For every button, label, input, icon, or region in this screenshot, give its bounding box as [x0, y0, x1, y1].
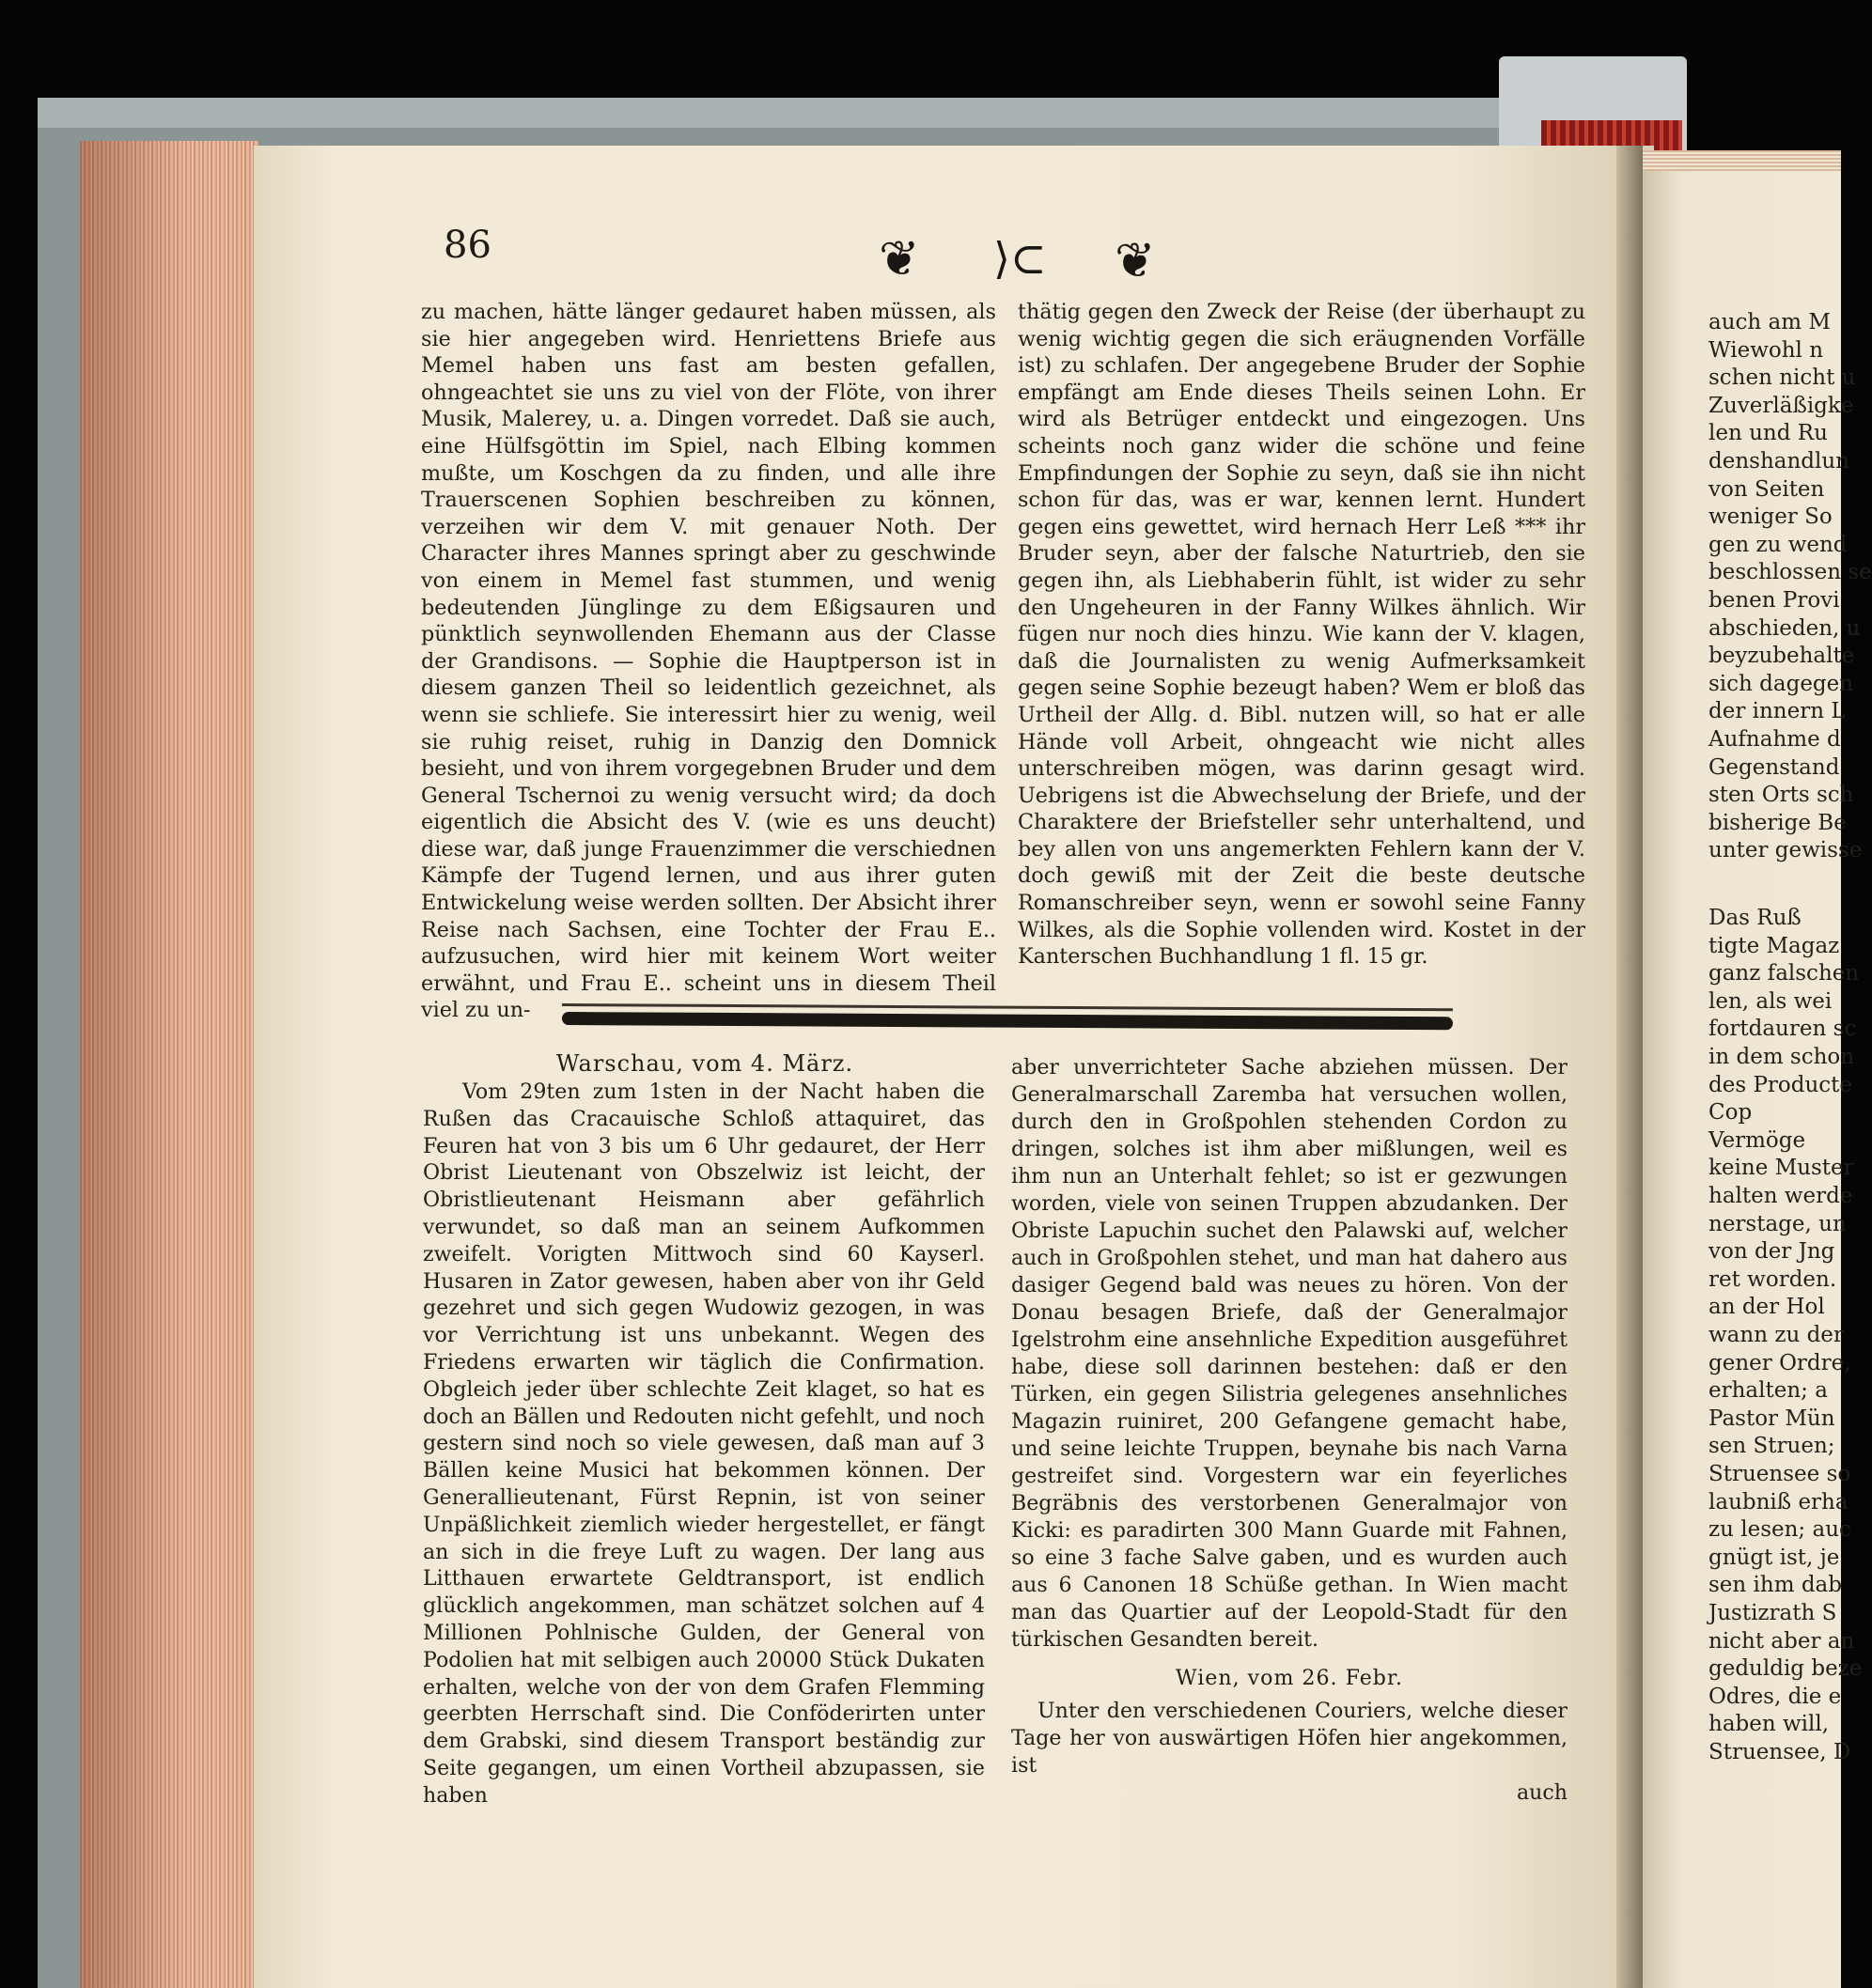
right-page-line: von der Jng [1708, 1239, 1835, 1265]
book-gutter [1616, 146, 1643, 1988]
right-page-line: ganz falschen [1708, 961, 1860, 986]
right-page-line: beyzubehalte [1708, 644, 1855, 669]
ornament-right-icon: ❦ [1115, 233, 1156, 289]
right-page-line: Odres, die e [1708, 1684, 1842, 1709]
right-page-line: in dem schon [1708, 1045, 1855, 1069]
page-edges-shadow [80, 141, 258, 1988]
right-page-line: ret worden. [1708, 1266, 1837, 1292]
page-number: 86 [444, 224, 491, 267]
right-page-line: auch am M [1708, 310, 1831, 334]
news-text-vienna: Unter den verschiedenen Couriers, welche dieser Tage her von auswärtigen Höfen hier angekommen, ist [1011, 1699, 1568, 1778]
right-page-line: Zuverläßigke [1708, 393, 1854, 418]
right-page-line: Gegenstand [1708, 754, 1840, 780]
news-column-left [423, 1079, 985, 1808]
right-page-line: nicht aber an [1708, 1628, 1855, 1654]
right-page-line: schen nicht u [1708, 365, 1856, 391]
right-page-line: von Seiten [1708, 476, 1825, 502]
right-page-line: laubniß erha [1708, 1489, 1849, 1514]
review-column-left [421, 299, 996, 1023]
news-column-right [1011, 1054, 1568, 1805]
right-page-line: wann zu der [1708, 1323, 1844, 1347]
right-page-line: gen zu wend [1708, 532, 1848, 557]
right-page-line: len, als wei [1708, 988, 1833, 1014]
news-text-continued: aber unverrichteter Sache abziehen müssen. Der Generalmarschall Zaremba hat versuchen wollen, durch den in Großpohlen stehenden Cordon zu dringen, solches ist ihm aber mißlungen, weil es ihm nun an Unterhalt fehlet; so ist er gezwungen worden, viele von seinen Truppen abzudanken. Der Obriste Lapuchin suchet den Palawski auf, welcher auch in Großpohlen stehet, und man hat dahero aus dasiger Gegend bald was neues zu hören. Von der Donau besagen Briefe, daß der Generalmajor Igelstrohm eine ansehnliche Expedition ausgeführet habe, diese soll darinnen bestehen: daß er den Türken, ein gegen Silistria gelegenes ansehnliches Magazin ruiniret, 200 Gefangene gemacht habe, und seine leichte Truppen, beynahe bis nach Varna gestreifet sind. Vorgestern war ein feyerliches Begräbnis des verstorbenen Generalmajor von Kicki: es paradirten 300 Mann Guarde mit Fahnen, so eine 3 fache Salve gaben, und es wurden auch aus 6 Canonen 18 Schüße gethan. In Wien macht man das Quartier auf der Leopold-Stadt für den türkischen Gesandten bereit. [1011, 1055, 1568, 1652]
right-page-line: sten Orts sch [1708, 783, 1854, 808]
right-page-line: sen ihm dab [1708, 1573, 1842, 1598]
right-page-line: benen Provi [1708, 588, 1840, 613]
right-page-line: abschieden, u [1708, 615, 1861, 641]
right-page-line: der innern L [1708, 699, 1846, 724]
right-page-line: fortdauren sc [1708, 1017, 1857, 1042]
review-text-right: thätig gegen den Zweck der Reise (der überhaupt zu wenig wichtig gegen die sich eräugnenden Vorfälle ist) zu schlafen. Der angegebene Bruder der Sophie empfängt am Ende dieses Theils seinen Lohn. Er wird als Betrüger entdeckt und eingezogen. Uns scheints noch ganz wider die schöne und feine Empfindungen der Sophie zu seyn, daß sie ihn nicht schon für das, was er war, kennen lernt. Hundert gegen eins gewettet, wird hernach Herr Leß *** ihr Bruder seyn, aber der falsche Naturtrieb, den sie gegen ihn, als Liebhaberin fühlt, ist wider zu sehr den Ungeheuren in der Fanny Wilkes ähnlich. Wir fügen nur noch dies hinzu. Wie kann der V. klagen, daß die Journalisten zu wenig Aufmerksamkeit gegen seine Sophie bezeugt haben? Wem er bloß das Urtheil der Allg. d. Bibl. nutzen will, so hat er alle Hände voll Arbeit, ohngeacht wie nicht alles unterschreiben mögen, was darinn gesagt wird. Uebrigens ist die Abwechselung der Briefe, und der Charaktere der Briefsteller sehr unterhaltend, und bey allen von uns angemerkten Fehlern kann der V. doch gewiß mit der Zeit die beste deutsche Romanschreiber seyn, wenn er sowohl seine Fanny Wilkes, als die Sophie vollenden wird. Kostet in der Kanterschen Buchhandlung 1 fl. 15 gr. [1018, 300, 1585, 970]
right-page-line: sich dagegen [1708, 671, 1854, 696]
right-page-edge [1643, 150, 1841, 171]
catchword: auch [1516, 1780, 1568, 1805]
news-text-warsaw: Vom 29ten zum 1sten in der Nacht haben die Rußen das Cracauische Schloß attaquiret, das Feuren hat von 3 bis um 6 Uhr gedauret, der Herr Obrist Lieutenant von Obszelwiz ist leicht, der Obristlieutenant Heismann aber gefährlich verwundet, so daß man an seinem Aufkommen zweifelt. Vorigten Mittwoch sind 60 Kayserl. Husaren in Zator gewesen, haben aber von ihr Geld gezehret und sich gegen Wudowiz gezogen, in was vor Verrichtung ist uns unbekannt. Wegen des Friedens erwarten wir täglich die Confirmation. Obgleich jeder über schlechte Zeit klaget, so hat es doch an Bällen und Redouten nicht gefehlt, und noch gestern sind noch so viele gewesen, daß man auf 3 Bällen keine Musici hat bekommen können. Der Generallieutenant, Fürst Repnin, ist von seiner Unpäßlichkeit ziemlich wieder hergestellet, er fängt an sich in die freye Luft zu wagen. Der lang aus Litthauen erwartete Geldtransport, ist endlich glücklich angekommen, man schätzet solchen auf 4 Millionen Pohlnische Gulden, der General von Podolien hat mit selbigen auch 20000 Stück Dukaten erhalten, welche von der von dem Grafen Flemming geerbten Herrschaft sind. Die Conföderirten unter dem Grabski, sind diesem Transport beständig zur Seite gegangen, um einen Vortheil abzupassen, sie haben [423, 1079, 985, 1808]
right-page-line: gener Ordre, [1708, 1350, 1851, 1375]
review-text-left: zu machen, hätte länger gedauret haben müssen, als sie hier angegeben wird. Henriettens Briefe aus Memel haben uns fast am besten gefallen, ohngeachtet sie uns zu viel von der Flöte, von ihrer Musik, Malerey, u. a. Dingen vorredet. Daß sie auch, eine Hülfsgöttin im Spiel, nach Elbing kommen mußte, um Koschgen da zu finden, und alle ihre Trauerscenen Sophien beschreiben zu können, verzeihen wir dem V. mit genauer Noth. Der Character ihres Mannes springt aber zu geschwinde von einem in Memel fast stummen, und wenig bedeutenden Jünglinge zu dem Eßigsauren und pünktlich seynwollenden Ehemann aus der Classe der Grandisons. — Sophie die Hauptperson ist in diesem ganzen Theil so leidentlich gezeichnet, als wenn sie schliefe. Sie interessirt hier zu wenig, weil sie ruhig reiset, ruhig in Danzig den Domnick besieht, und von ihrem vorgegebnen Bruder und dem General Tschernoi zu wenig versucht wird; da doch eigentlich die Absicht des V. (wie es uns deucht) diese war, daß junge Frauenzimmer die verschiednen Kämpfe der Tugend lernen, und aus ihrer guten Entwickelung weise werden sollten. Der Absicht ihrer Reise nach Sachsen, eine Tochter der Frau E.. aufzusuchen, wird hier mit keinem Wort weiter erwähnt, und Frau E.. scheint uns in diesem Theil viel zu un- [421, 300, 996, 1023]
right-page-line: haben will, [1708, 1712, 1830, 1737]
right-page-line: Struensee, D [1708, 1740, 1851, 1764]
right-page-line: len und Ru [1708, 421, 1828, 446]
right-page-line: Struensee so [1708, 1462, 1851, 1486]
right-page-line: Wiewohl n [1708, 337, 1824, 363]
right-page-line: zu lesen; auc [1708, 1517, 1851, 1543]
ornament-middle-icon: ⟩⊂ [993, 233, 1047, 284]
news-heading-warsaw: Warschau, vom 4. März. [555, 1050, 854, 1077]
right-page-line: weniger So [1708, 505, 1833, 530]
right-page-line: bisherige Be [1708, 810, 1847, 835]
right-page-line: tigte Magaz [1708, 933, 1840, 958]
right-page-line: des Producte [1708, 1072, 1853, 1097]
right-page-line: an der Hol [1708, 1295, 1825, 1320]
right-page-line: keine Muster [1708, 1156, 1854, 1181]
right-page-line: Pastor Mün [1708, 1406, 1835, 1431]
right-page-line: denshandlun [1708, 449, 1849, 474]
right-page-line: Vermöge [1708, 1127, 1806, 1153]
right-page-line: Justizrath S [1708, 1601, 1837, 1625]
ornament-left-icon: ❦ [879, 231, 920, 287]
right-page-line: Aufnahme d [1708, 727, 1841, 752]
review-column-right [1018, 299, 1585, 975]
book-cover-edge [38, 98, 1635, 128]
right-page-line: Cop [1708, 1100, 1753, 1126]
right-page-line: geduldig beze [1708, 1656, 1863, 1682]
right-page-line: Das Ruß [1708, 906, 1802, 930]
right-page-line: halten werde [1708, 1184, 1853, 1208]
right-page-line: erhalten; a [1708, 1378, 1828, 1404]
right-page-line: beschlossen se [1708, 560, 1872, 585]
right-page-line: sen Struen; [1708, 1434, 1835, 1459]
right-page-line: unter gewisse [1708, 838, 1863, 863]
right-page-line: nerstage, un [1708, 1211, 1847, 1236]
news-heading-vienna: Wien, vom 26. Febr. [1175, 1666, 1404, 1690]
right-page-line: gnügt ist, je [1708, 1545, 1840, 1570]
